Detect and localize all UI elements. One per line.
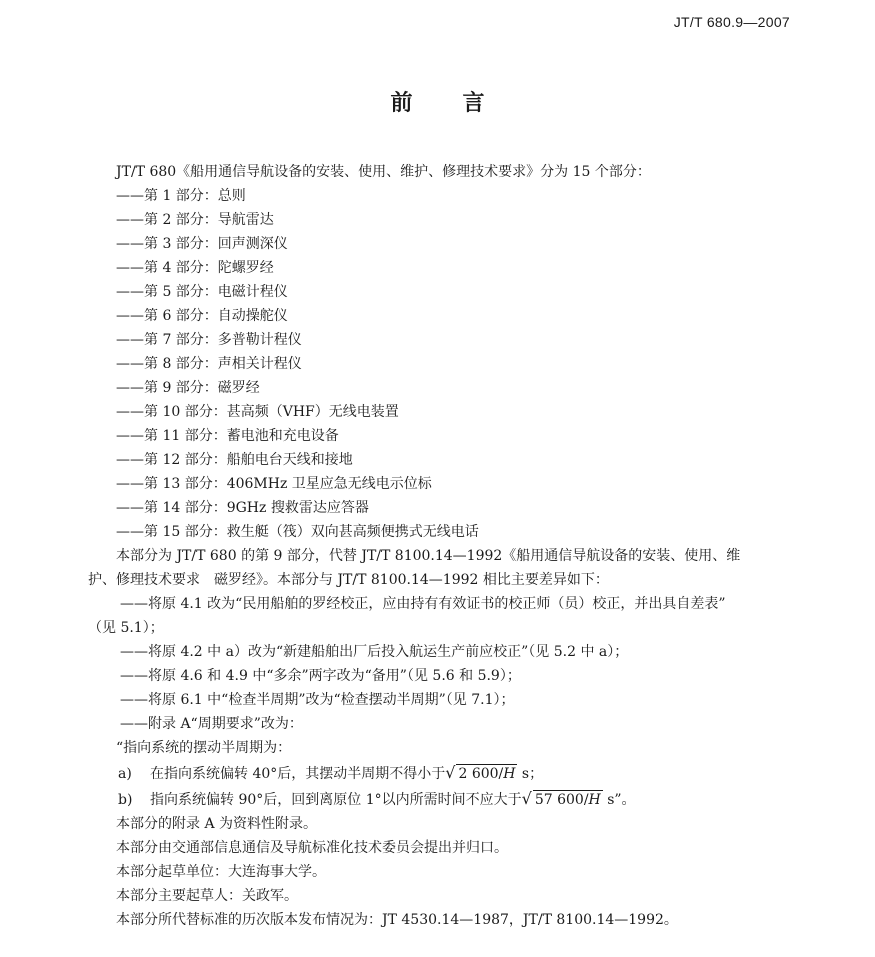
list-item: ——第 2 部分：导航雷达 <box>116 212 274 228</box>
list-item: ——第 13 部分：406MHz 卫星应急无线电示位标 <box>116 476 432 492</box>
formula-b-radicand: 57 600/H <box>534 792 601 808</box>
document-code: JT/T 680.9—2007 <box>673 14 790 30</box>
closing-paragraph: 本部分所代替标准的历次版本发布情况为：JT 4530.14—1987，JT/T 8100.14—1992。 <box>116 912 678 928</box>
closing-paragraph: 本部分的附录 A 为资料性附录。 <box>116 816 318 832</box>
formula-b-unit: s”。 <box>602 792 636 808</box>
list-item: ——第 1 部分：总则 <box>116 188 246 204</box>
list-item: ——第 8 部分：声相关计程仪 <box>116 356 302 372</box>
list-item: ——第 7 部分：多普勒计程仪 <box>116 332 302 348</box>
formula-a-text: 在指向系统偏转 40°后，其摆动半周期不得小于 <box>150 766 446 782</box>
list-item: ——第 9 部分：磁罗经 <box>116 380 260 396</box>
parts-list <box>88 184 808 544</box>
quote-intro: “指向系统的摆动半周期为： <box>116 740 292 756</box>
change-item: ——将原 4.6 和 4.9 中“多余”两字改为“备用”（见 5.6 和 5.9）； <box>120 668 521 684</box>
list-item: ——第 14 部分：9GHz 搜救雷达应答器 <box>116 500 369 516</box>
list-item: ——第 10 部分：甚高频（VHF）无线电装置 <box>116 404 399 420</box>
title-char-1: 前 <box>390 91 413 116</box>
intro-paragraph: JT/T 680《船用通信导航设备的安装、使用、维护、修理技术要求》分为 15 个部分： <box>116 164 651 180</box>
list-item: ——第 11 部分：蓄电池和充电设备 <box>116 428 339 444</box>
formula-a-label: a) <box>118 766 132 782</box>
formula-b-label: b) <box>118 792 133 808</box>
closing-paragraph: 本部分主要起草人：关政军。 <box>116 888 298 904</box>
list-item: ——第 6 部分：自动操舵仪 <box>116 308 288 324</box>
list-item: ——第 3 部分：回声测深仪 <box>116 236 288 252</box>
change-item: ——附录 A“周期要求”改为： <box>120 716 303 732</box>
page-title <box>0 86 875 117</box>
sqrt-icon: √ <box>445 763 456 782</box>
closing-paragraph: 本部分由交通部信息通信及导航标准化技术委员会提出并归口。 <box>116 840 508 856</box>
list-item: ——第 12 部分：船舶电台天线和接地 <box>116 452 353 468</box>
list-item: ——第 4 部分：陀螺罗经 <box>116 260 274 276</box>
formula-a <box>88 760 808 786</box>
replace-paragraph-line-2: 护、修理技术要求 磁罗经》。本部分与 JT/T 8100.14—1992 相比主要差异如下： <box>88 572 609 588</box>
list-item: ——第 5 部分：电磁计程仪 <box>116 284 288 300</box>
list-item: ——第 15 部分：救生艇（筏）双向甚高频便携式无线电话 <box>116 524 479 540</box>
formula-a-radicand: 2 600/H <box>458 766 516 782</box>
closing-paragraph: 本部分起草单位：大连海事大学。 <box>116 864 326 880</box>
formula-b-text: 指向系统偏转 90°后，回到离原位 1°以内所需时间不应大于 <box>150 792 522 808</box>
replace-paragraph-line-1: 本部分为 JT/T 680 的第 9 部分，代替 JT/T 8100.14—1992《船用通信导航设备的安装、使用、维 <box>116 548 741 564</box>
formula-b <box>88 786 808 812</box>
title-char-2: 言 <box>462 91 485 116</box>
change-item: ——将原 4.1 改为“民用船舶的罗经校正，应由持有有效证书的校正师（员）校正，并出具自差表” <box>120 596 726 612</box>
document-body <box>88 160 808 932</box>
sqrt-icon: √ <box>521 789 532 808</box>
change-item: ——将原 6.1 中“检查半周期”改为“检查摆动半周期”（见 7.1）； <box>120 692 515 708</box>
change-item: ——将原 4.2 中 a）改为“新建船舶出厂后投入航运生产前应校正”（见 5.2 中 a）； <box>120 644 629 660</box>
change-item-continued: （见 5.1）； <box>88 620 164 636</box>
formula-a-unit: s； <box>517 766 544 782</box>
